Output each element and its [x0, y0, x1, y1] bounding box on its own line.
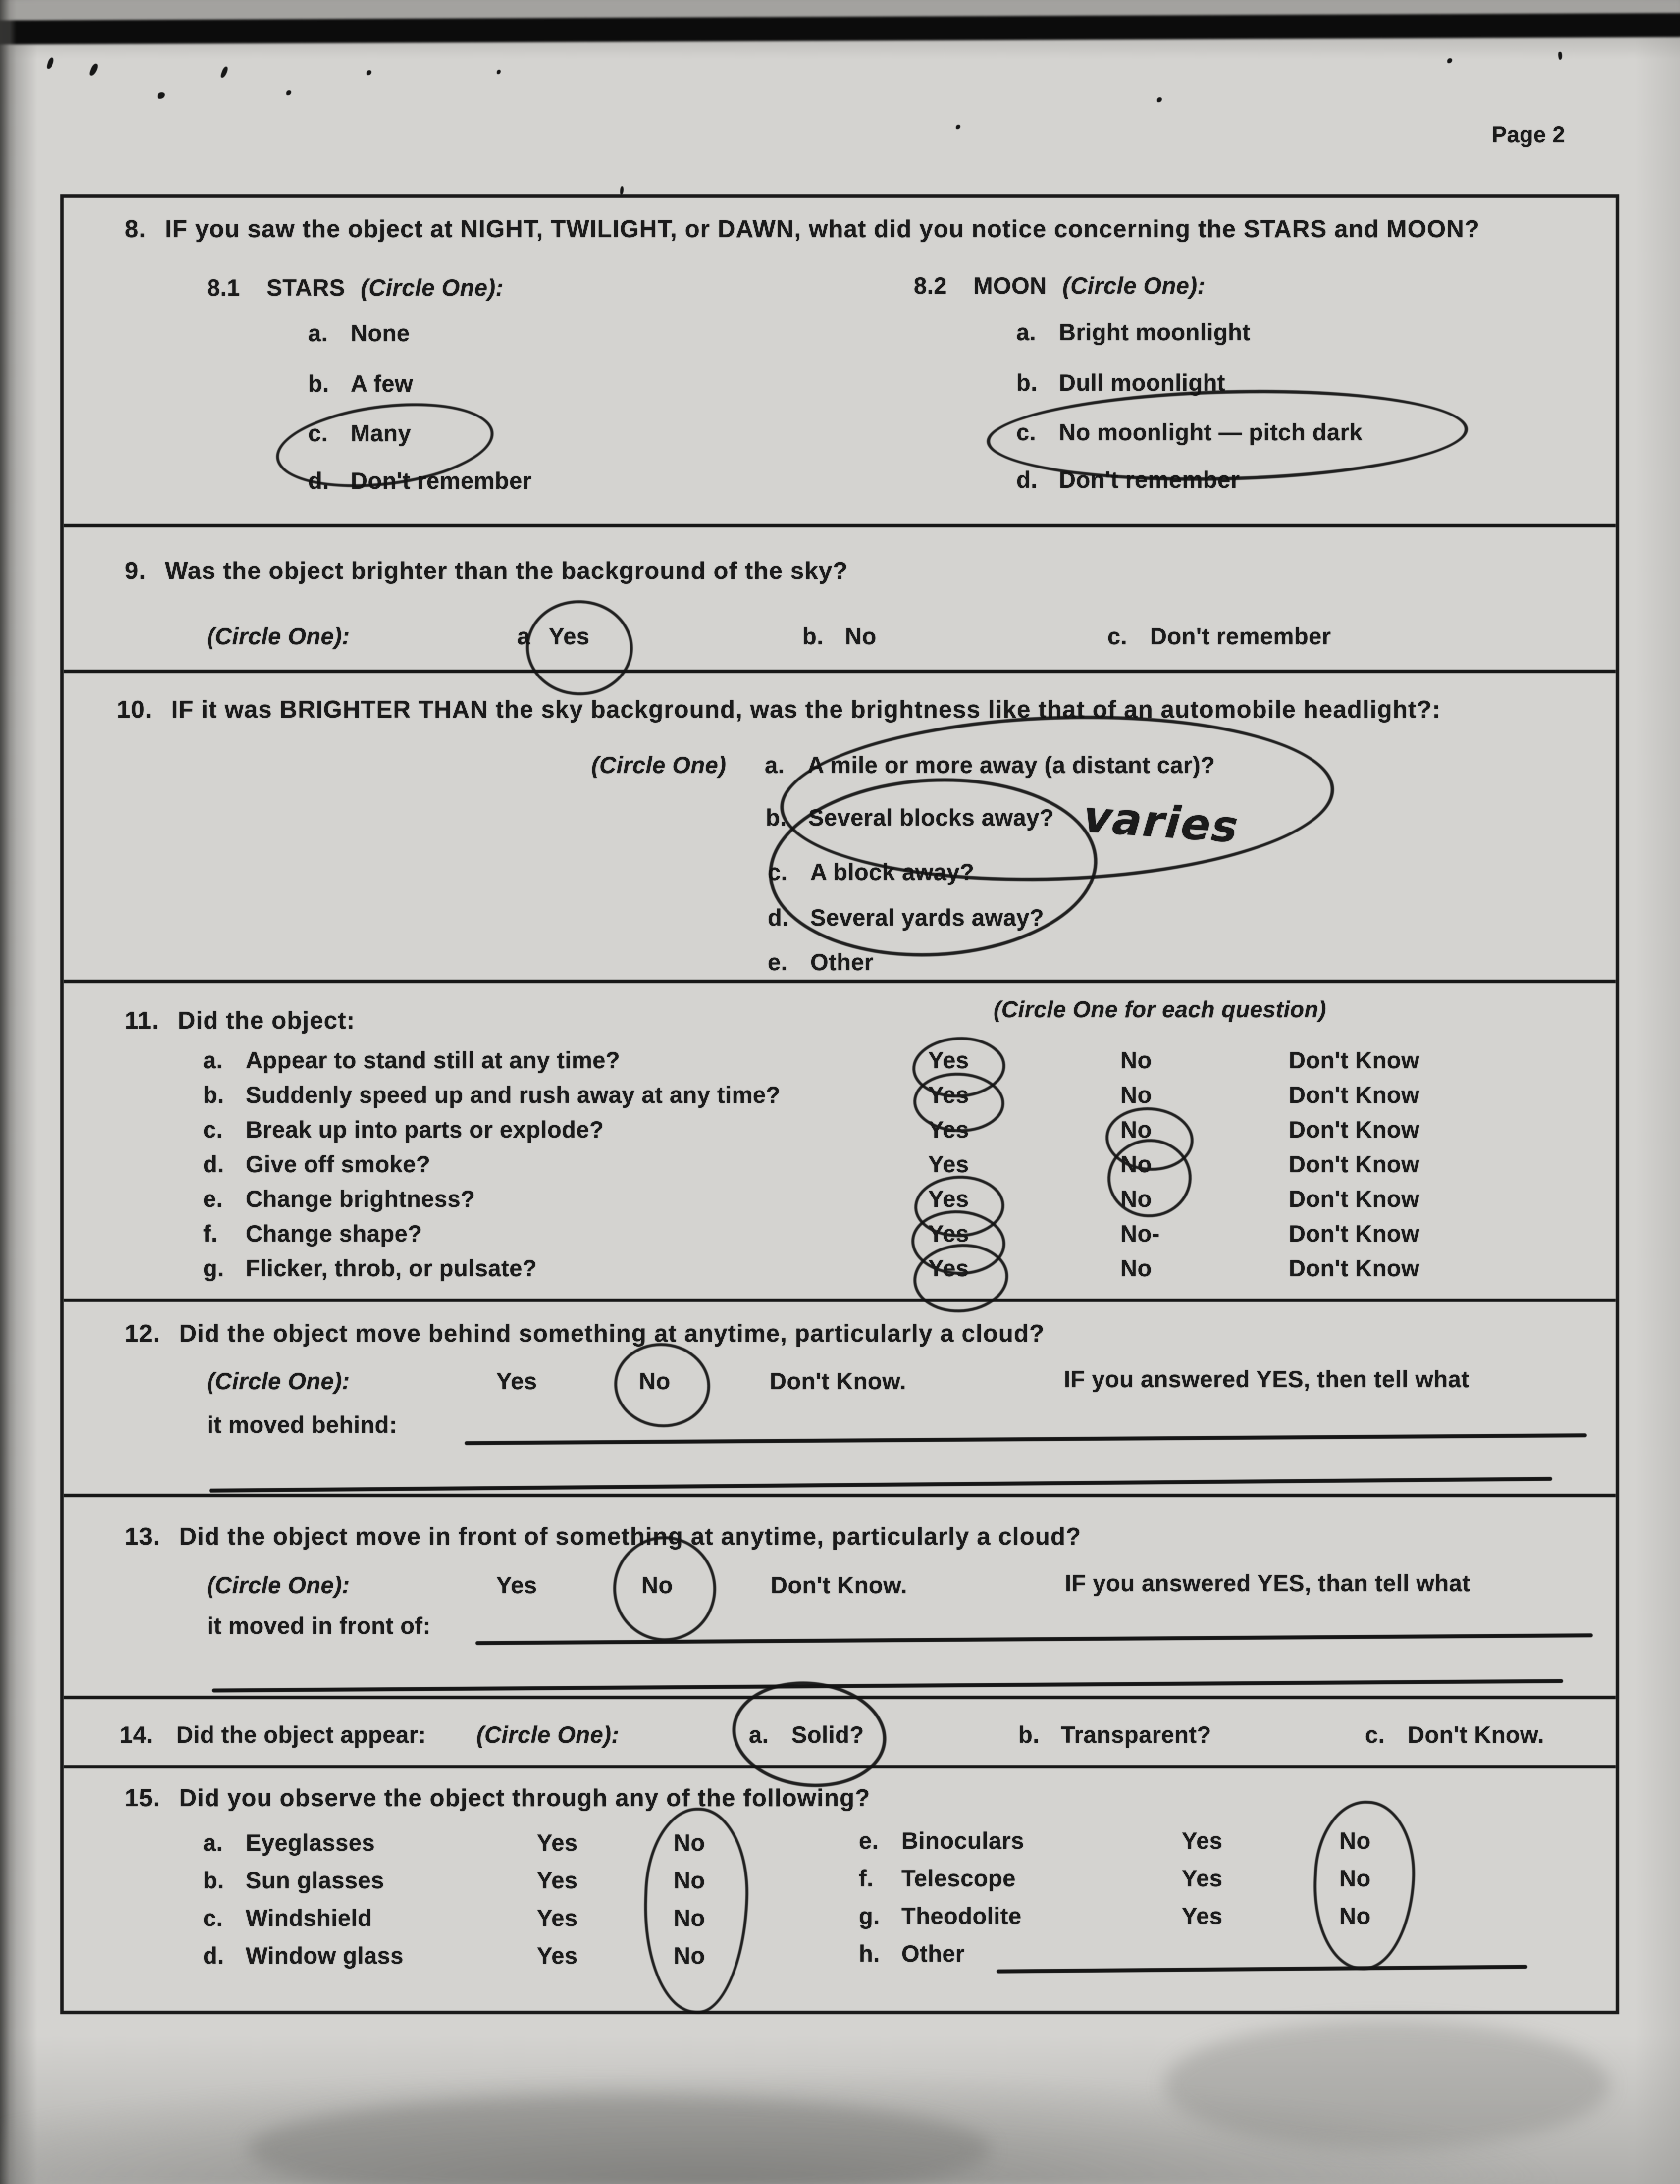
option-letter: b. — [1016, 369, 1038, 396]
option-label: Appear to stand still at any time? — [246, 1047, 621, 1073]
q11-row-d-label — [203, 1152, 430, 1176]
q11-row-a-no: No — [1120, 1047, 1152, 1073]
q14-text: Did the object appear: — [176, 1721, 426, 1748]
scan-speck — [220, 66, 229, 79]
scan-speck — [46, 57, 54, 70]
option-letter: g. — [859, 1903, 880, 1929]
q11-row-d-dont-know: Don't Know — [1289, 1151, 1420, 1177]
moon-option-bright — [1016, 320, 1251, 344]
section-divider — [64, 1494, 1616, 1497]
q15-theodolite-no: No — [1339, 1903, 1371, 1929]
option-letter: c. — [1107, 623, 1128, 649]
scan-left-edge-shadow — [0, 0, 17, 2184]
q10-circle-one-label: (Circle One) — [591, 752, 727, 778]
q11-row-c-no: No — [1120, 1116, 1152, 1143]
q11-row-d-no: No — [1120, 1151, 1152, 1177]
option-letter: d. — [308, 468, 329, 494]
option-label: None — [351, 320, 410, 346]
option-label: Dull moonlight — [1059, 369, 1225, 396]
scan-speck — [620, 186, 624, 195]
page-number-label: Page 2 — [1492, 122, 1566, 147]
option-label: Transparent? — [1061, 1721, 1211, 1748]
scan-speck — [1157, 97, 1162, 102]
option-letter: a. — [203, 1829, 223, 1856]
scan-speck — [367, 70, 371, 75]
q15-row-binoculars — [859, 1828, 1024, 1853]
q8-moon-subheading — [914, 273, 1206, 298]
q9-heading — [125, 559, 848, 584]
q10-text: IF it was BRIGHTER THAN the sky background, was the brightness like that of an automobile headlight?: — [171, 696, 1441, 723]
scan-smudge — [1164, 2021, 1610, 2149]
section-divider — [64, 670, 1616, 673]
option-label: Suddenly speed up and rush away at any time? — [246, 1082, 781, 1108]
option-label: Other — [810, 949, 874, 975]
q13-circle-one-label: (Circle One): — [207, 1572, 350, 1598]
q15-row-window-glass — [203, 1943, 404, 1968]
q9-option-a-letter: a — [517, 623, 530, 649]
q11-circle-one-each-label: (Circle One for each question) — [994, 996, 1326, 1022]
q10-option-e — [768, 950, 874, 974]
q8-stars-circle-one-label: (Circle One): — [361, 274, 504, 301]
stars-option-none — [308, 321, 410, 345]
q11-row-g-dont-know: Don't Know — [1289, 1255, 1420, 1281]
q10-heading — [117, 697, 1441, 723]
option-label: Change brightness? — [246, 1186, 475, 1212]
q15-telescope-no: No — [1339, 1865, 1371, 1891]
option-label: Break up into parts or explode? — [246, 1116, 604, 1143]
q11-row-c-yes: Yes — [928, 1116, 969, 1143]
option-letter: b. — [802, 623, 824, 649]
scan-speck — [158, 92, 165, 99]
q8-moon-circle-one-label: (Circle One): — [1062, 272, 1206, 299]
q15-text: Did you observe the object through any of the following? — [179, 1785, 871, 1812]
option-label: No moonlight — pitch dark — [1059, 419, 1363, 445]
q12-option-yes: Yes — [496, 1368, 537, 1394]
q11-row-b-label — [203, 1083, 781, 1107]
q11-row-f-no: No- — [1120, 1220, 1160, 1247]
option-letter: a. — [203, 1047, 223, 1073]
q11-row-g-no: No — [1120, 1255, 1152, 1281]
option-label: Other — [901, 1940, 965, 1967]
option-letter: d. — [203, 1151, 224, 1177]
q15-sun-glasses-no: No — [674, 1867, 705, 1893]
option-letter: d. — [203, 1942, 224, 1969]
q11-row-a-label — [203, 1048, 620, 1072]
option-letter: c. — [1365, 1721, 1385, 1748]
option-label: Don't remember — [351, 468, 532, 494]
q10-number: 10. — [117, 696, 153, 723]
q15-row-eyeglasses — [203, 1830, 375, 1855]
q12-number: 12. — [125, 1320, 160, 1347]
q15-row-sun-glasses — [203, 1868, 384, 1892]
option-label: Sun glasses — [246, 1867, 384, 1893]
q11-row-b-no: No — [1120, 1082, 1152, 1108]
q12-heading — [125, 1321, 1045, 1347]
q8-stars-subheading — [207, 275, 504, 300]
option-letter: b. — [1018, 1721, 1040, 1748]
q13-heading — [125, 1524, 1081, 1550]
option-letter: f. — [203, 1220, 218, 1247]
q11-row-f-dont-know: Don't Know — [1289, 1220, 1420, 1247]
q8-moon-title: MOON — [973, 272, 1047, 299]
q11-row-e-dont-know: Don't Know — [1289, 1186, 1420, 1212]
option-letter: e. — [768, 949, 788, 975]
q8-text: IF you saw the object at NIGHT, TWILIGHT, or DAWN, what did you notice concerning the STARS and MOON? — [165, 216, 1480, 243]
q12-option-no: No — [639, 1368, 671, 1394]
q15-windshield-yes: Yes — [537, 1905, 578, 1931]
option-label: Theodolite — [901, 1903, 1022, 1929]
option-label: A mile or more away (a distant car)? — [807, 752, 1215, 778]
option-letter: a. — [765, 752, 785, 778]
handwritten-varies: varies — [1076, 791, 1247, 853]
section-divider — [64, 524, 1616, 527]
q11-row-e-no: No — [1120, 1186, 1152, 1212]
q8-heading — [125, 217, 1480, 242]
scan-speck — [89, 63, 99, 77]
option-label: Don't remember — [1059, 467, 1240, 493]
scan-speck — [956, 125, 960, 129]
q13-option-no: No — [641, 1572, 673, 1598]
q15-number: 15. — [125, 1785, 160, 1812]
q13-prompt-text: it moved in front of: — [207, 1612, 431, 1639]
option-label: Telescope — [901, 1865, 1016, 1891]
q15-window-glass-no: No — [674, 1942, 705, 1969]
option-label: Give off smoke? — [246, 1151, 431, 1177]
q11-row-c-dont-know: Don't Know — [1289, 1116, 1420, 1143]
option-letter: b. — [308, 370, 329, 397]
option-label: Bright moonlight — [1059, 319, 1251, 345]
q11-row-f-yes: Yes — [928, 1220, 969, 1247]
option-letter: b. — [203, 1867, 224, 1893]
q11-row-g-label — [203, 1256, 537, 1280]
q15-window-glass-yes: Yes — [537, 1942, 578, 1969]
q15-windshield-no: No — [674, 1905, 705, 1931]
option-letter: g. — [203, 1255, 224, 1281]
q11-heading — [125, 1008, 355, 1034]
q11-row-e-label — [203, 1187, 475, 1211]
option-label: A block away? — [810, 859, 975, 885]
option-label: Don't remember — [1150, 623, 1331, 649]
section-divider — [64, 1299, 1616, 1302]
option-label: Flicker, throb, or pulsate? — [246, 1255, 537, 1281]
q15-binoculars-yes: Yes — [1182, 1827, 1223, 1854]
section-divider — [64, 980, 1616, 983]
q11-row-g-yes: Yes — [928, 1255, 969, 1281]
q11-row-a-yes: Yes — [928, 1047, 969, 1073]
q15-row-telescope — [859, 1866, 1016, 1890]
q9-circle-one-label: (Circle One): — [207, 623, 350, 649]
q8-moon-subnumber: 8.2 — [914, 272, 947, 299]
q14-option-transparent — [1018, 1722, 1211, 1747]
q15-row-other — [859, 1941, 965, 1966]
q13-option-yes: Yes — [496, 1572, 537, 1598]
q12-circle-one-label: (Circle One): — [207, 1368, 350, 1394]
q12-prompt-text: it moved behind: — [207, 1411, 397, 1438]
q15-theodolite-yes: Yes — [1182, 1903, 1223, 1929]
option-letter: e. — [859, 1827, 879, 1854]
q11-row-d-yes: Yes — [928, 1151, 969, 1177]
q8-number: 8. — [125, 216, 147, 243]
q9-text: Was the object brighter than the background of the sky? — [165, 558, 848, 584]
option-label: Windshield — [246, 1905, 372, 1931]
option-label: Binoculars — [901, 1827, 1024, 1854]
scan-speck — [286, 90, 291, 95]
q15-sun-glasses-yes: Yes — [537, 1867, 578, 1893]
q9-option-no — [802, 624, 877, 648]
scan-speck — [497, 70, 501, 74]
q15-eyeglasses-no: No — [674, 1829, 705, 1856]
q13-number: 13. — [125, 1523, 160, 1550]
stars-option-a-few — [308, 371, 413, 396]
option-label: Several blocks away? — [808, 804, 1054, 831]
option-label: A few — [351, 370, 414, 397]
q12-option-dont-know: Don't Know. — [770, 1368, 906, 1394]
q9-option-dont-remember — [1107, 624, 1331, 648]
q11-row-b-yes: Yes — [928, 1082, 969, 1108]
q15-binoculars-no: No — [1339, 1827, 1371, 1854]
q15-telescope-yes: Yes — [1182, 1865, 1223, 1891]
q9-option-yes: Yes — [549, 623, 590, 649]
q8-stars-title: STARS — [266, 274, 345, 301]
option-letter: a. — [308, 320, 328, 346]
q15-heading — [125, 1786, 870, 1811]
option-label: Many — [351, 420, 412, 446]
q11-row-f-label — [203, 1221, 422, 1246]
q11-row-a-dont-know: Don't Know — [1289, 1047, 1420, 1073]
option-label: Window glass — [246, 1942, 404, 1969]
option-letter: b. — [203, 1082, 224, 1108]
q8-stars-subnumber: 8.1 — [207, 274, 240, 301]
q11-row-b-dont-know: Don't Know — [1289, 1082, 1420, 1108]
option-letter: c. — [203, 1905, 223, 1931]
option-label: No — [845, 623, 877, 649]
q11-number: 11. — [125, 1007, 159, 1034]
option-label: Don't Know. — [1408, 1721, 1544, 1748]
option-label: Several yards away? — [810, 904, 1044, 931]
q15-row-theodolite — [859, 1904, 1022, 1928]
option-label: Eyeglasses — [246, 1829, 375, 1856]
option-letter: c. — [1016, 419, 1037, 445]
q12-tail-text: IF you answered YES, then tell what — [1064, 1366, 1470, 1392]
option-letter: c. — [308, 420, 328, 446]
q11-row-c-label — [203, 1117, 604, 1142]
q13-text: Did the object move in front of something at anytime, particularly a cloud? — [179, 1523, 1082, 1550]
option-letter: c. — [203, 1116, 223, 1143]
option-letter: d. — [1016, 467, 1038, 493]
scan-speck — [1447, 58, 1452, 63]
option-letter: a. — [749, 1721, 769, 1748]
q14-option-dont-know — [1365, 1722, 1544, 1747]
scan-speck — [1558, 51, 1563, 60]
q11-row-e-yes: Yes — [928, 1186, 969, 1212]
q14-number: 14. — [120, 1721, 153, 1748]
q13-option-dont-know: Don't Know. — [771, 1572, 907, 1598]
option-letter: e. — [203, 1186, 223, 1212]
q11-text: Did the object: — [178, 1007, 356, 1034]
option-letter: h. — [859, 1940, 880, 1967]
option-label: Change shape? — [246, 1220, 422, 1247]
q9-number: 9. — [125, 558, 147, 584]
option-letter: a. — [1016, 319, 1037, 345]
option-letter: d. — [768, 904, 789, 931]
option-letter: c. — [768, 859, 788, 885]
q14-circle-one-label: (Circle One): — [476, 1721, 620, 1748]
option-label: Solid? — [791, 1721, 864, 1748]
q15-eyeglasses-yes: Yes — [537, 1829, 578, 1856]
scan-smudge — [248, 2095, 991, 2184]
option-letter: f. — [859, 1865, 874, 1891]
q12-text: Did the object move behind something at anytime, particularly a cloud? — [179, 1320, 1045, 1347]
q15-row-windshield — [203, 1906, 372, 1930]
option-letter: b. — [766, 804, 787, 831]
q13-tail-text: IF you answered YES, than tell what — [1065, 1570, 1470, 1596]
